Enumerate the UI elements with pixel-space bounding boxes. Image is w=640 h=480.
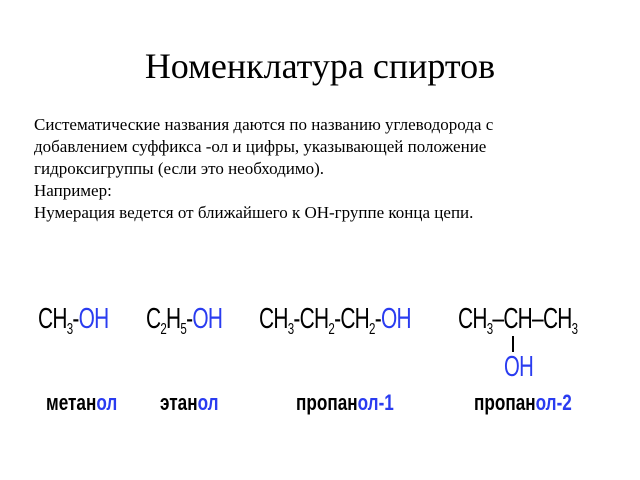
name-propanol-1: пропанол-1	[296, 390, 394, 415]
hydroxyl-group: OH	[78, 303, 109, 335]
paragraph-line-1: Систематические названия даются по названию углеводорода с	[34, 115, 494, 134]
paragraph-line-3: гидроксигруппы (если это необходимо).	[34, 159, 324, 178]
formula-propanol-1: $CH_3-CH_2-CH_2-OH$	[259, 303, 411, 338]
body-text	[34, 114, 614, 224]
hydroxyl-group: OH	[380, 303, 411, 335]
name-methanol: метанол	[46, 390, 118, 415]
paragraph-line-2: добавлением суффикса -ол и цифры, указывающей положение	[34, 137, 487, 156]
name-suffix: ол-1	[357, 390, 394, 415]
name-ethanol: этанол	[160, 390, 219, 415]
name-propanol-2: пропанол-2	[474, 390, 572, 415]
formula-propanol-2: $CH_3-CH-CH_3$	[458, 303, 578, 338]
hydroxyl-group: OH	[192, 303, 223, 335]
hydroxyl-group: OH	[504, 351, 534, 383]
name-suffix: ол	[197, 390, 219, 415]
slide-title: Номенклатура спиртов	[144, 46, 496, 86]
name-suffix: ол-2	[535, 390, 572, 415]
name-suffix: ол	[96, 390, 118, 415]
numbering-rule: Нумерация ведется от ближайшего к ОН-группе конца цепи.	[34, 203, 474, 222]
example-label: Например:	[34, 181, 112, 200]
propanol-2-branch	[458, 302, 598, 382]
formula-ethanol: $C_2H_5-OH$	[146, 303, 223, 338]
formula-methanol: $CH_3-OH$	[38, 303, 109, 338]
